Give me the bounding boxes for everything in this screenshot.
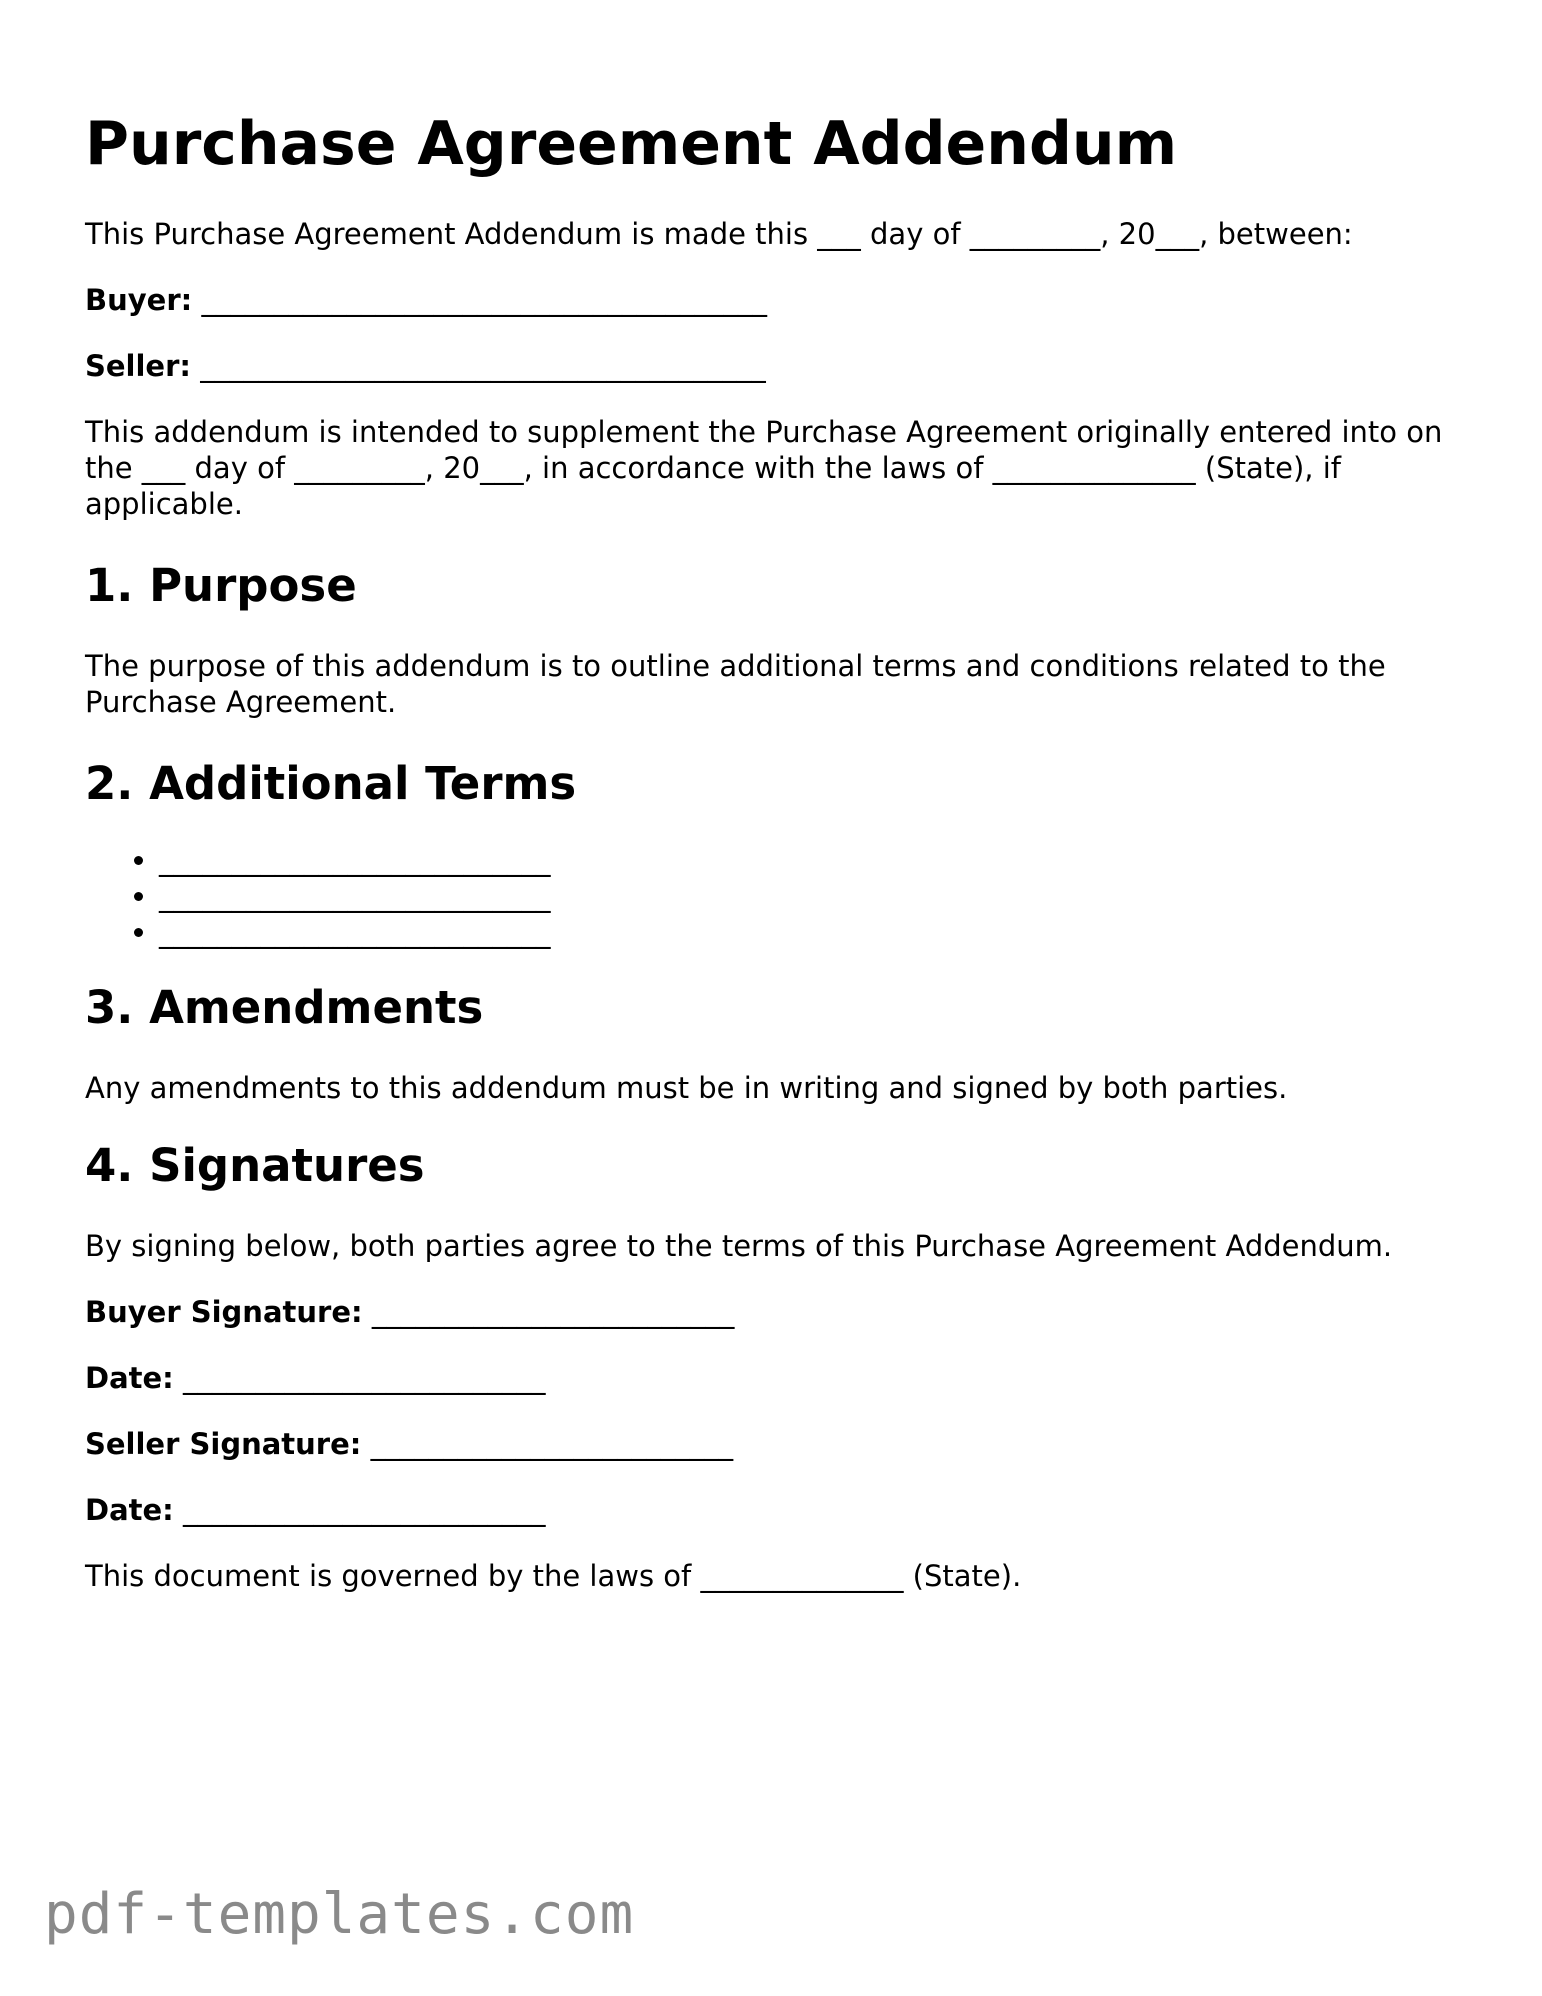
term-item[interactable]: • ___________________________	[159, 842, 1465, 878]
seller-field[interactable]	[85, 348, 1465, 384]
buyer-signature-field[interactable]	[85, 1294, 1465, 1330]
document-page	[85, 108, 1465, 1594]
amendments-heading: 3. Amendments	[85, 981, 484, 1034]
amendments-text: Any amendments to this addendum must be in writing and signed by both parties.	[85, 1071, 1288, 1105]
term-item[interactable]: • ___________________________	[159, 878, 1465, 914]
intro-paragraph: This Purchase Agreement Addendum is made this ___ day of _________, 20___, between:	[85, 217, 1353, 251]
purpose-heading: 1. Purpose	[85, 559, 357, 612]
term-item[interactable]: • ___________________________	[159, 914, 1465, 950]
seller-label: Seller:	[85, 349, 192, 383]
signatures-heading: 4. Signatures	[85, 1139, 425, 1192]
buyer-signature-blank[interactable]: _________________________	[362, 1295, 735, 1329]
governing-law-text: This document is governed by the laws of ______________ (State).	[85, 1559, 1022, 1593]
additional-terms-list	[85, 842, 1465, 950]
buyer-signature-label: Buyer Signature:	[85, 1295, 363, 1329]
buyer-date-blank[interactable]: _________________________	[173, 1361, 546, 1395]
seller-date-blank[interactable]: _________________________	[173, 1493, 546, 1527]
watermark: pdf-templates.com	[44, 1882, 635, 1947]
document-title: Purchase Agreement Addendum	[85, 109, 1178, 179]
seller-signature-field[interactable]	[85, 1426, 1465, 1462]
seller-date-field[interactable]	[85, 1492, 1465, 1528]
signatures-text: By signing below, both parties agree to the terms of this Purchase Agreement Addendum.	[85, 1229, 1393, 1263]
buyer-date-label: Date:	[85, 1361, 174, 1395]
supplement-paragraph: This addendum is intended to supplement the Purchase Agreement originally entered into on the ___ day of _________, 20___, in accordance with the laws of ______________ (State), if applicable.	[85, 415, 1452, 521]
buyer-label: Buyer:	[85, 283, 193, 317]
buyer-field[interactable]	[85, 282, 1465, 318]
purpose-text: The purpose of this addendum is to outline additional terms and conditions related to the Purchase Agreement.	[85, 649, 1395, 719]
seller-signature-label: Seller Signature:	[85, 1427, 362, 1461]
buyer-blank[interactable]: _______________________________________	[192, 283, 767, 317]
seller-signature-blank[interactable]: _________________________	[361, 1427, 734, 1461]
seller-date-label: Date:	[85, 1493, 174, 1527]
buyer-date-field[interactable]	[85, 1360, 1465, 1396]
additional-terms-heading: 2. Additional Terms	[85, 757, 577, 810]
seller-blank[interactable]: _______________________________________	[191, 349, 766, 383]
